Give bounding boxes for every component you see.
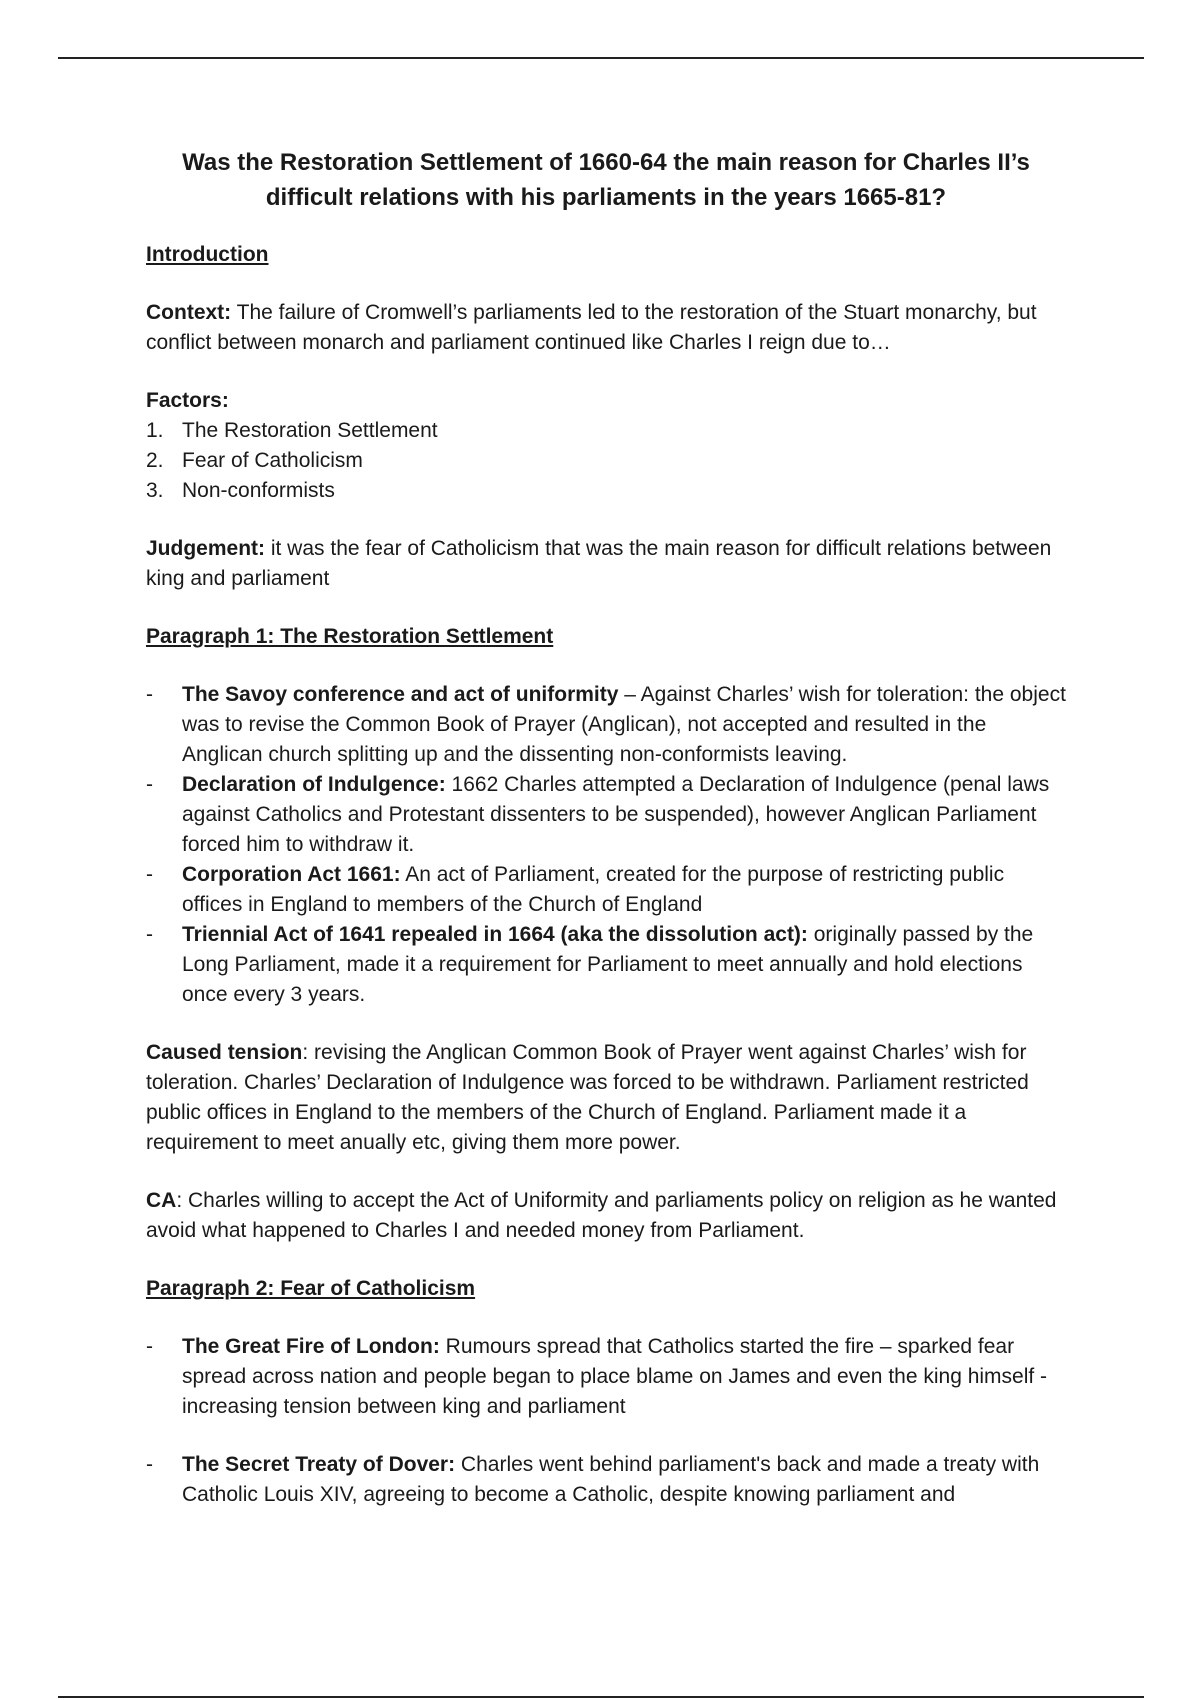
factor-item bbox=[146, 476, 1066, 506]
item-bold: The Savoy conference and act of uniformity bbox=[182, 683, 619, 706]
item-bold: Corporation Act 1661: bbox=[182, 863, 401, 886]
top-rule bbox=[58, 57, 1144, 59]
tension-text: : revising the Anglican Common Book of Prayer went against Charles’ wish for toleration. Charles’ Declaration of Indulgence was forced to be withdrawn. Parliament restricted public offices in England to the members of the Church of England. Parliament made it a requirement to meet anually etc, giving them more power. bbox=[146, 1041, 1029, 1154]
judgement-text: it was the fear of Catholicism that was the main reason for difficult relations between king and parliament bbox=[146, 537, 1052, 590]
item-text: originally passed by the Long Parliament, made it a requirement for Parliament to meet annually and hold elections once every 3 years. bbox=[182, 923, 1034, 1006]
context-text: The failure of Cromwell’s parliaments led to the restoration of the Stuart monarchy, but conflict between monarch and parliament continued like Charles I reign due to… bbox=[146, 301, 1037, 354]
factor-number: 3. bbox=[146, 479, 164, 502]
ca-label: CA bbox=[146, 1189, 177, 1212]
paragraph2-bullet-list bbox=[146, 1332, 1066, 1510]
list-item bbox=[146, 920, 1066, 1010]
list-item bbox=[146, 860, 1066, 920]
introduction-heading: Introduction bbox=[146, 243, 269, 266]
tension-label: Caused tension bbox=[146, 1041, 303, 1064]
factor-number: 1. bbox=[146, 419, 164, 442]
judgement-paragraph bbox=[146, 534, 1066, 594]
context-paragraph bbox=[146, 298, 1066, 358]
factor-text: Non-conformists bbox=[182, 479, 335, 502]
list-item bbox=[146, 1332, 1066, 1422]
bullet-dash: - bbox=[146, 863, 153, 886]
factor-item bbox=[146, 446, 1066, 476]
item-text: – Against Charles’ wish for toleration: the object was to revise the Common Book of Prayer (Anglican), not accepted and resulted in the Anglican church splitting up and the dissenting non-conformists leaving. bbox=[182, 683, 1066, 766]
factors-label: Factors: bbox=[146, 389, 229, 412]
judgement-label: Judgement: bbox=[146, 537, 266, 560]
bullet-dash: - bbox=[146, 683, 153, 706]
item-text: An act of Parliament, created for the purpose of restricting public offices in England to members of the Church of England bbox=[182, 863, 1005, 916]
item-bold: Declaration of Indulgence: bbox=[182, 773, 446, 796]
ca-text: : Charles willing to accept the Act of Uniformity and parliaments policy on religion as he wanted avoid what happened to Charles I and needed money from Parliament. bbox=[146, 1189, 1057, 1242]
tension-paragraph bbox=[146, 1038, 1066, 1158]
bullet-dash: - bbox=[146, 1453, 153, 1476]
list-item bbox=[146, 680, 1066, 770]
list-item bbox=[146, 1450, 1066, 1510]
factor-text: The Restoration Settlement bbox=[182, 419, 438, 442]
paragraph1-heading: Paragraph 1: The Restoration Settlement bbox=[146, 625, 554, 648]
document-page bbox=[146, 145, 1066, 1538]
item-text: 1662 Charles attempted a Declaration of Indulgence (penal laws against Catholics and Protestant dissenters to be suspended), however Anglican Parliament forced him to withdraw it. bbox=[182, 773, 1050, 856]
item-bold: The Secret Treaty of Dover: bbox=[182, 1453, 456, 1476]
list-item bbox=[146, 770, 1066, 860]
item-bold: Triennial Act of 1641 repealed in 1664 (aka the dissolution act): bbox=[182, 923, 808, 946]
factor-item bbox=[146, 416, 1066, 446]
item-text: Rumours spread that Catholics started the fire – sparked fear spread across nation and people began to place blame on James and even the king himself - increasing tension between king and parliament bbox=[182, 1335, 1048, 1418]
counter-argument-paragraph bbox=[146, 1186, 1066, 1246]
bullet-dash: - bbox=[146, 773, 153, 796]
paragraph2-heading: Paragraph 2: Fear of Catholicism bbox=[146, 1277, 476, 1300]
item-text: Charles went behind parliament's back and made a treaty with Catholic Louis XIV, agreeing to become a Catholic, despite knowing parliament and bbox=[182, 1453, 1040, 1506]
context-label: Context: bbox=[146, 301, 232, 324]
bottom-rule bbox=[58, 1696, 1144, 1698]
factor-text: Fear of Catholicism bbox=[182, 449, 363, 472]
paragraph1-bullet-list bbox=[146, 680, 1066, 1010]
document-title: Was the Restoration Settlement of 1660-64 the main reason for Charles II’s difficult relations with his parliaments in the years 1665-81? bbox=[182, 149, 1030, 211]
bullet-dash: - bbox=[146, 1335, 153, 1358]
factor-number: 2. bbox=[146, 449, 164, 472]
factors-list bbox=[146, 416, 1066, 506]
item-bold: The Great Fire of London: bbox=[182, 1335, 440, 1358]
bullet-dash: - bbox=[146, 923, 153, 946]
